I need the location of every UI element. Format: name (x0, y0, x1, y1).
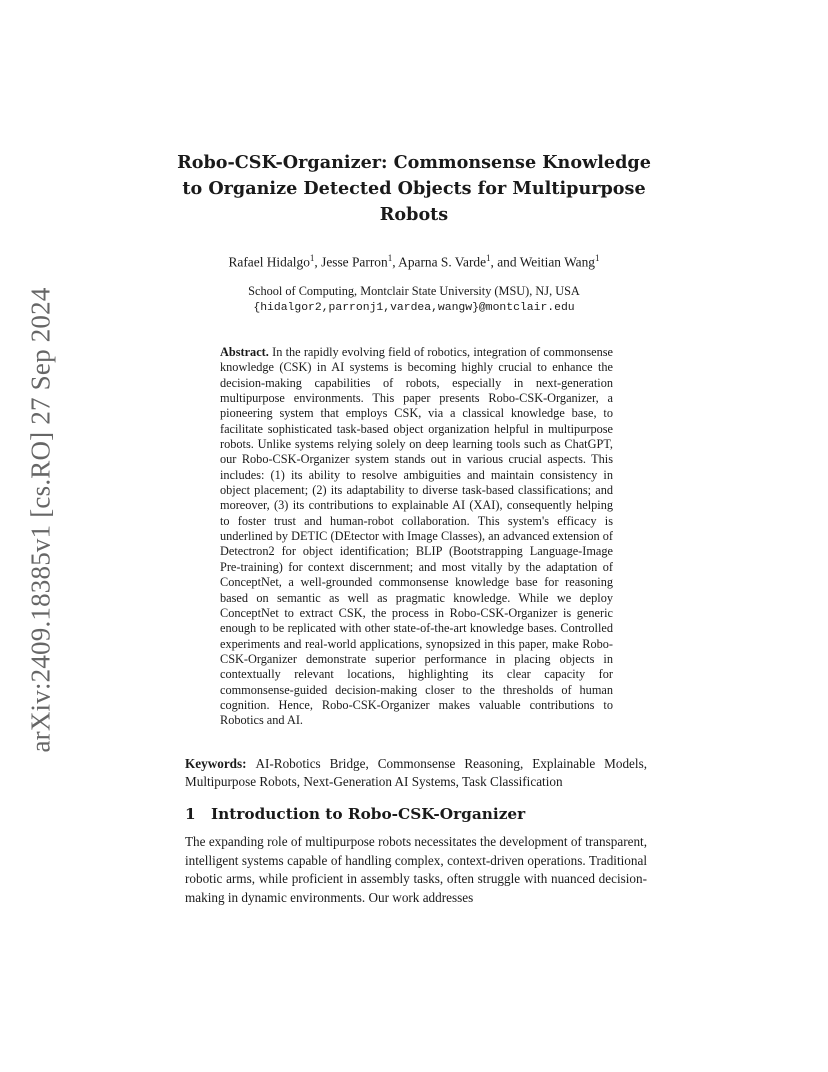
affiliation-text: School of Computing, Montclair State University (MSU), NJ, USA (248, 284, 580, 298)
author-name: Jesse Parron (321, 254, 388, 270)
title-line-1: Robo-CSK-Organizer: Commonsense Knowledge (177, 152, 651, 173)
section-heading (185, 805, 647, 823)
keywords (185, 755, 647, 791)
author-name: Rafael Hidalgo (228, 254, 310, 270)
affiliation-block (150, 283, 678, 317)
section-title: Introduction to Robo-CSK-Organizer (211, 805, 526, 823)
abstract-label: Abstract. (220, 345, 269, 359)
author-list (150, 253, 678, 270)
arxiv-identifier-stamp (25, 287, 57, 753)
affiliation-marker: 1 (387, 253, 393, 263)
section-body-text: The expanding role of multipurpose robots necessitates the development of transparent, intelligent systems capable of handling complex, context-driven operations. Traditional robotic arms, while proficient in assembly tasks, often struggle with nuanced decision-making in dynamic environments. Our work addresses (185, 834, 647, 905)
paper-title (170, 150, 658, 228)
affiliation-marker: 1 (309, 253, 315, 263)
title-line-3: Robots (379, 204, 449, 225)
author-separator: , (392, 254, 399, 270)
abstract-text: In the rapidly evolving field of robotics, integration of commonsense knowledge (CSK) in AI systems is becoming highly crucial to enhance the decision-making capabilities of robots, especially in next-generation multipurpose environments. This paper presents Robo-CSK-Organizer, a pioneering system that employs CSK, via a classical knowledge base, to facilitate sophisticated task-based object organization helpful in multipurpose robots. Unlike systems relying solely on deep learning tools such as ChatGPT, our Robo-CSK-Organizer system stands out in various crucial aspects. This includes: (1) its ability to resolve ambiguities and maintain consistency in object placement; (2) its adaptability to diverse task-based classifications; and moreover, (3) its contributions to explainable AI (XAI), consequently helping to foster trust and human-robot collaboration. This system's efficacy is underlined by DETIC (DEtector with Image Classes), an advanced extension of Detectron2 for object identification; BLIP (Bootstrapping Language-Image Pre-training) for context discernment; and most vitally by the adaptation of ConceptNet, a well-grounded commonsense knowledge base for reasoning based on semantic as well as pragmatic knowledge. While we deploy ConceptNet to extract CSK, the process in Robo-CSK-Organizer is generic enough to be replicated with other state-of-the-art knowledge bases. Controlled experiments and real-world applications, synopsized in this paper, make Robo-CSK-Organizer demonstrate superior performance in placing objects in contextually relevant locations, highlighting its clear capacity for commonsense-guided decision-making closer to the thresholds of human cognition. Hence, Robo-CSK-Organizer makes valuable contributions to Robotics and AI. (220, 345, 614, 728)
section-number: 1 (185, 805, 196, 823)
abstract (220, 345, 613, 729)
keywords-label: Keywords: (185, 756, 247, 771)
author-separator: , (314, 254, 322, 270)
author-name: Weitian Wang (519, 254, 596, 270)
keywords-text: AI-Robotics Bridge, Commonsense Reasoning, Explainable Models, Multipurpose Robots, Next-Generation AI Systems, Task Classification (185, 756, 648, 789)
affiliation-marker: 1 (486, 253, 491, 263)
author-emails[interactable]: {hidalgor2,parronj1,vardea,wangw}@montclair.edu (253, 302, 575, 314)
arxiv-stamp-text: arXiv:2409.18385v1 [cs.RO] 27 Sep 2024 (25, 287, 56, 753)
author-separator: , and (490, 254, 520, 270)
title-line-2: to Organize Detected Objects for Multipurpose (182, 178, 646, 199)
author-name: Aparna S. Varde (398, 254, 487, 270)
affiliation-marker: 1 (595, 253, 600, 263)
